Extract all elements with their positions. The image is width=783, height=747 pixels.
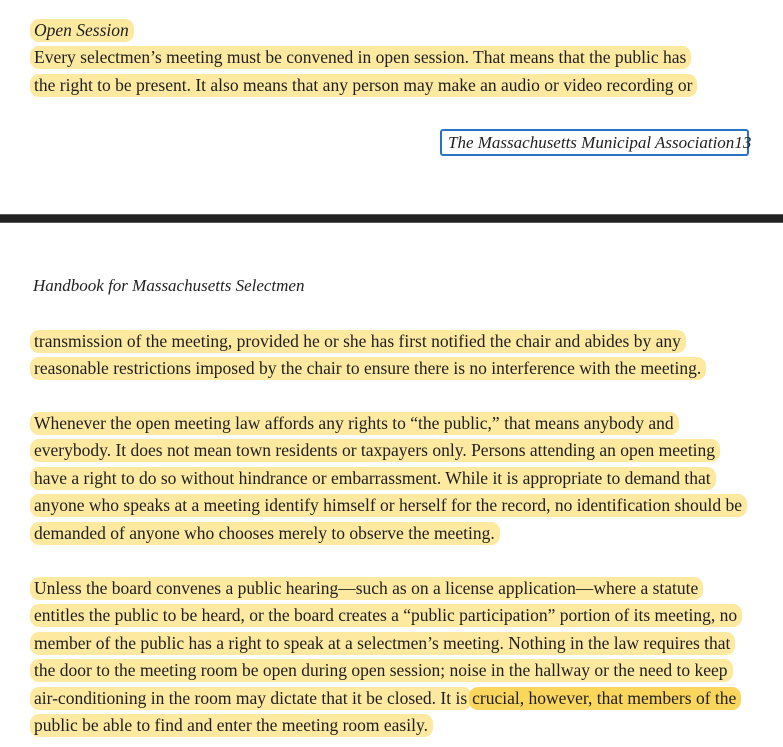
highlighted-text[interactable]: air-conditioning in the room may dictate that it be closed. It is xyxy=(30,687,472,710)
text-line xyxy=(30,631,735,655)
highlighted-text[interactable]: demanded of anyone who chooses merely to observe the meeting. xyxy=(30,522,500,545)
text-line xyxy=(30,329,686,353)
highlighted-text[interactable]: Unless the board convenes a public hearing—such as on a license application—where a statute xyxy=(30,577,703,600)
text-line xyxy=(30,411,679,435)
text-line xyxy=(30,493,747,517)
highlighted-text[interactable]: anyone who speaks at a meeting identify himself or herself for the record, no identification should be xyxy=(30,494,747,517)
highlighted-text[interactable]: entitles the public to be heard, or the board creates a “public participation” portion of its meeting, no xyxy=(30,604,742,627)
page-footer-link[interactable] xyxy=(440,129,752,156)
text-line xyxy=(30,521,500,545)
highlighted-text[interactable]: Whenever the open meeting law affords any rights to “the public,” that means anybody and xyxy=(30,412,679,435)
highlighted-text[interactable]: everybody. It does not mean town residents or taxpayers only. Persons attending an open meeting xyxy=(30,439,720,462)
section-heading-text[interactable]: Open Session xyxy=(30,19,134,42)
highlighted-text[interactable]: have a right to do so without hindrance or embarrassment. While it is appropriate to demand that xyxy=(30,467,716,490)
text-line xyxy=(30,603,742,627)
text-line xyxy=(30,466,716,490)
running-head: Handbook for Massachusetts Selectmen xyxy=(33,276,305,295)
highlighted-text[interactable]: Every selectmen’s meeting must be convened in open session. That means that the public has xyxy=(30,46,691,69)
text-line xyxy=(30,45,691,69)
highlighted-text[interactable]: the right to be present. It also means that any person may make an audio or video recording or xyxy=(30,74,697,97)
highlighted-text[interactable]: public be able to find and enter the meeting room easily. xyxy=(30,714,433,737)
emphasized-highlight[interactable]: crucial, however, that members of the xyxy=(469,687,741,710)
text-line xyxy=(30,576,703,600)
highlighted-text[interactable]: the door to the meeting room be open during open session; noise in the hallway or the need to keep xyxy=(30,659,733,682)
text-line xyxy=(30,658,733,682)
footer-publisher: The Massachusetts Municipal Association xyxy=(448,132,735,152)
text-line xyxy=(30,356,706,380)
highlighted-text[interactable]: transmission of the meeting, provided he or she has first notified the chair and abides by any xyxy=(30,330,686,353)
text-line xyxy=(30,438,720,462)
top-page-fragment xyxy=(0,0,783,212)
text-line xyxy=(30,686,741,710)
section-heading xyxy=(30,18,134,42)
page-divider xyxy=(0,214,783,223)
highlighted-text[interactable]: reasonable restrictions imposed by the chair to ensure there is no interference with the meeting. xyxy=(30,357,706,380)
page-number: 13 xyxy=(734,132,752,152)
text-line xyxy=(30,73,697,97)
text-line xyxy=(30,713,433,737)
highlighted-text[interactable]: member of the public has a right to speak at a selectmen’s meeting. Nothing in the law requires that xyxy=(30,632,735,655)
